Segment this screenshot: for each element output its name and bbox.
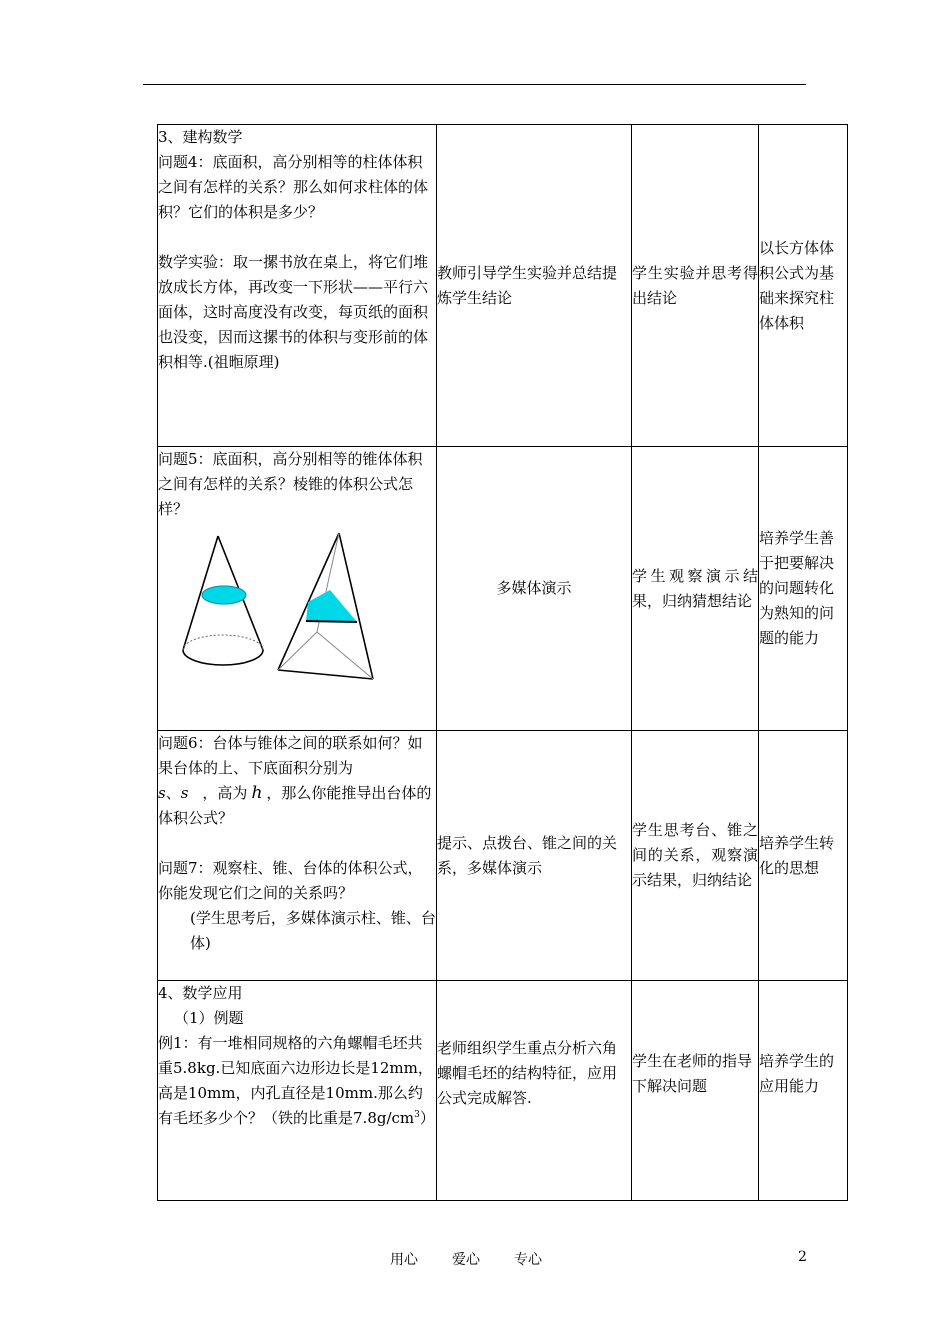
teacher-activity-cell (437, 981, 632, 1201)
section-heading: 3、建构数学 (158, 128, 243, 146)
content-cell (158, 125, 437, 447)
design-intent: 培养学生善于把要解决的问题转化为熟知的问题的能力 (759, 529, 835, 647)
lesson-plan-table (157, 124, 848, 1201)
teacher-activity: 教师引导学生实验并总结提炼学生结论 (437, 263, 618, 307)
question-6-part-a: 问题6：台体与锥体之间的联系如何？如果台体的上、下底面积分别为 (158, 734, 423, 777)
student-activity: 学生在老师的指导下解决问题 (632, 1052, 753, 1095)
teacher-activity-cell (437, 731, 632, 981)
teacher-activity: 提示、点拨台、锥之间的关系，多媒体演示 (437, 833, 618, 877)
table-row (158, 981, 848, 1201)
student-activity-cell (632, 981, 759, 1201)
var-s-lower: s (180, 784, 189, 802)
section-heading: 4、数学应用 (158, 984, 243, 1002)
cone-pyramid-figure (158, 522, 436, 687)
table-row (158, 447, 848, 731)
design-intent: 以长方体体积公式为基础来探究柱体体积 (759, 238, 835, 332)
header-rule (143, 84, 806, 85)
experiment-text: 数学实验：取一摞书放在桌上，将它们堆放成长方体，再改变一下形状——平行六面体，这时高度没有改变，每页纸的面积也没变，因而这摞书的体积与变形前的体积相等.(祖暅原理) (158, 253, 429, 371)
closing-paren: ） (419, 1109, 435, 1127)
design-intent-cell (759, 447, 848, 731)
student-activity-cell (632, 731, 759, 981)
student-activity: 学生思考台、锥之间的关系，观察演示结果，归纳结论 (632, 821, 758, 889)
subsection-heading: （1）例题 (174, 1009, 244, 1027)
question-text: 问题5：底面积，高分别相等的锥体体积之间有怎样的关系？棱锥的体积公式怎样？ (158, 450, 423, 518)
table-row (158, 731, 848, 981)
spacer (158, 831, 436, 856)
teacher-activity: 多媒体演示 (496, 579, 572, 597)
cone-pyramid-diagram (172, 532, 422, 687)
footer-word-2: 爱心 (452, 1252, 480, 1268)
design-intent-cell (759, 731, 848, 981)
student-activity-cell (632, 447, 759, 731)
teacher-activity-cell (437, 125, 632, 447)
table-row (158, 125, 848, 447)
footer-word-3: 专心 (514, 1252, 542, 1268)
design-intent-cell (759, 125, 848, 447)
content-cell (158, 447, 437, 731)
question-text (158, 731, 436, 831)
footer-motto (390, 1249, 576, 1269)
question-text: 问题4：底面积，高分别相等的柱体体积之间有怎样的关系？那么如何求柱体的体积？它们的体积是多少？ (158, 153, 429, 221)
footer-word-1: 用心 (390, 1252, 418, 1268)
spacer (158, 225, 436, 250)
design-intent: 培养学生的应用能力 (759, 1052, 835, 1095)
design-intent-cell (759, 981, 848, 1201)
question-6-part-c: ，那么你能推导出台体的体积公式？ (158, 784, 432, 827)
teacher-activity: 老师组织学生重点分析六角螺帽毛坯的结构特征，应用公式完成解答. (437, 1039, 618, 1107)
teacher-activity-cell (437, 447, 632, 731)
student-activity: 学生观察演示结果，归纳猜想结论 (632, 566, 758, 610)
student-activity: 学生实验并思考得出结论 (632, 263, 758, 307)
example-1-text: 例1：有一堆相同规格的六角螺帽毛坯共重5.8kg.已知底面六边形边长是12mm，高是10mm，内孔直径是10mm.那么约有毛坯多少个？（铁的比重是7.8g/cm (158, 1034, 433, 1127)
superscript: 3 (414, 1110, 420, 1120)
separator: 、 (165, 784, 181, 802)
question-6-part-b: ，高为 (202, 784, 248, 802)
question-7-text: 问题7：观察柱、锥、台体的体积公式，你能发现它们之间的关系吗？ (158, 859, 423, 902)
content-cell (158, 981, 437, 1201)
var-s-upper: s (158, 784, 166, 802)
design-intent: 培养学生转化的思想 (759, 833, 835, 877)
example-text (158, 1031, 436, 1131)
content-cell (158, 731, 437, 981)
note-text: (学生思考后，多媒体演示柱、锥、台体) (190, 909, 436, 952)
student-activity-cell (632, 125, 759, 447)
page-number: 2 (798, 1249, 807, 1265)
var-h: h (251, 783, 263, 803)
